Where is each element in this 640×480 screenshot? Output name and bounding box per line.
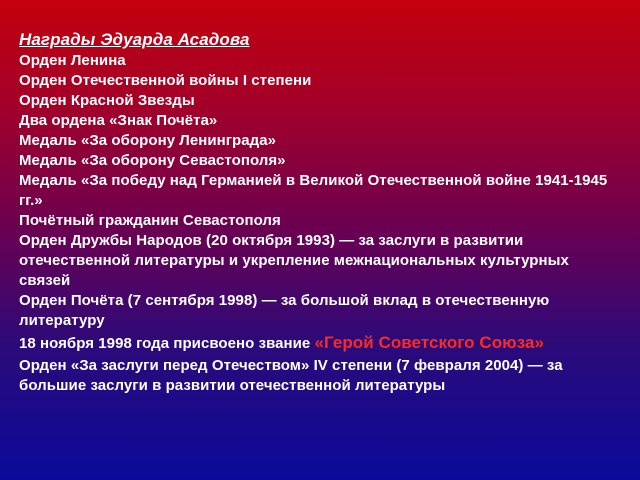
award-medal-leningrad: Медаль «За оборону Ленинграда»	[19, 132, 277, 149]
award-hero-line	[19, 333, 624, 354]
award-badge-of-honour: Два ордена «Знак Почёта»	[19, 112, 218, 129]
award-order-red-star: Орден Красной Звезды	[19, 92, 195, 109]
award-medal-sevastopol: Медаль «За оборону Севастополя»	[19, 152, 286, 169]
award-order-of-lenin: Орден Ленина	[19, 52, 126, 69]
award-honorary-citizen: Почётный гражданин Севастополя	[19, 212, 281, 229]
hero-prefix: 18 ноября 1998 года присвоено звание	[19, 335, 315, 352]
award-order-of-honour: Орден Почёта (7 сентября 1998) — за большой вклад в отечественную литературу	[19, 292, 550, 329]
award-order-merit: Орден «За заслуги перед Отечеством» IV степени (7 февраля 2004) — за большие заслуги в развитии отечественной литературы	[19, 357, 563, 394]
slide-title: Награды Эдуарда Асадова	[19, 30, 250, 49]
award-medal-victory: Медаль «За победу над Германией в Великой Отечественной войне 1941-1945 гг.»	[19, 172, 608, 209]
award-order-friendship: Орден Дружбы Народов (20 октября 1993) — за заслуги в развитии отечественной литературы и укрепление межнациональных культурных связей	[19, 232, 569, 289]
award-order-patriotic-war: Орден Отечественной войны I степени	[19, 72, 312, 89]
hero-title: «Герой Советского Союза»	[314, 333, 544, 352]
slide-content	[19, 30, 624, 396]
